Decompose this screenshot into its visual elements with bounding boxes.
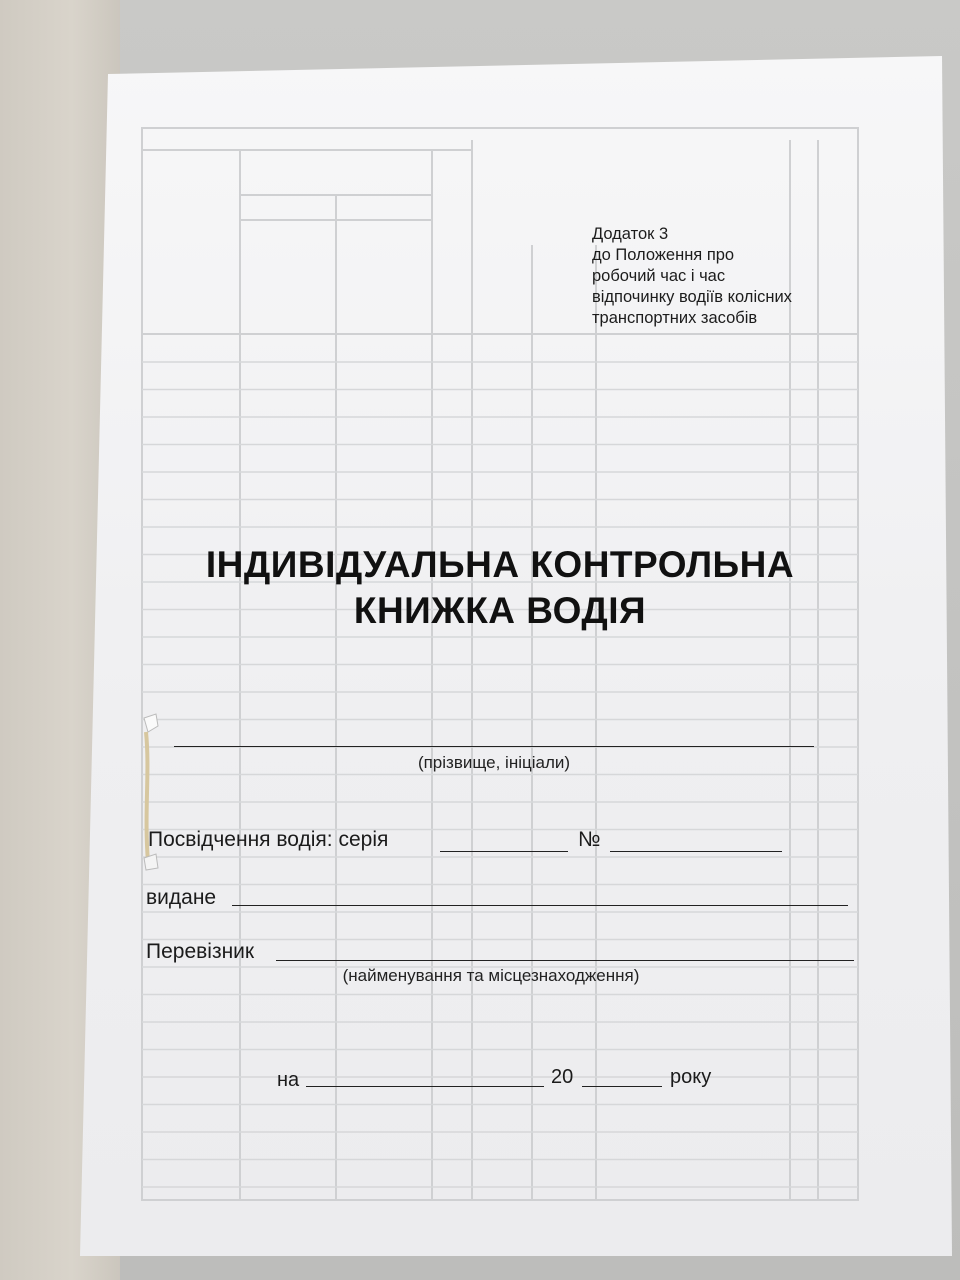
issued-field[interactable] xyxy=(232,905,848,906)
carrier-label: Перевізник xyxy=(146,940,255,963)
year-suffix: року xyxy=(670,1066,712,1088)
license-number-label: № xyxy=(578,828,601,851)
year-prefix: 20 xyxy=(551,1066,574,1088)
annex-line: Додаток 3 xyxy=(592,225,669,243)
carrier-caption: (найменування та місцезнаходження) xyxy=(342,966,640,985)
annex-line: відпочинку водіїв колісних xyxy=(592,288,792,306)
annex-note xyxy=(592,224,852,329)
title-line-2: КНИЖКА ВОДІЯ xyxy=(353,590,647,631)
license-number-field[interactable] xyxy=(610,851,782,852)
name-field-line[interactable] xyxy=(174,746,814,747)
license-series-field[interactable] xyxy=(440,851,568,852)
carrier-field[interactable] xyxy=(276,960,854,961)
name-caption: (прізвище, ініціали) xyxy=(417,753,571,772)
date-field[interactable] xyxy=(306,1086,544,1087)
license-series-label: Посвідчення водія: серія xyxy=(148,828,389,851)
annex-line: транспортних засобів xyxy=(592,309,758,327)
binding-staple xyxy=(138,712,162,872)
issued-label: видане xyxy=(146,886,217,909)
title-line-1: ІНДИВІДУАЛЬНА КОНТРОЛЬНА xyxy=(205,544,795,585)
annex-line: робочий час і час xyxy=(592,267,726,285)
document-title xyxy=(120,542,880,634)
date-prefix: на xyxy=(277,1069,300,1091)
annex-line: до Положення про xyxy=(592,246,735,264)
year-field[interactable] xyxy=(582,1086,662,1087)
